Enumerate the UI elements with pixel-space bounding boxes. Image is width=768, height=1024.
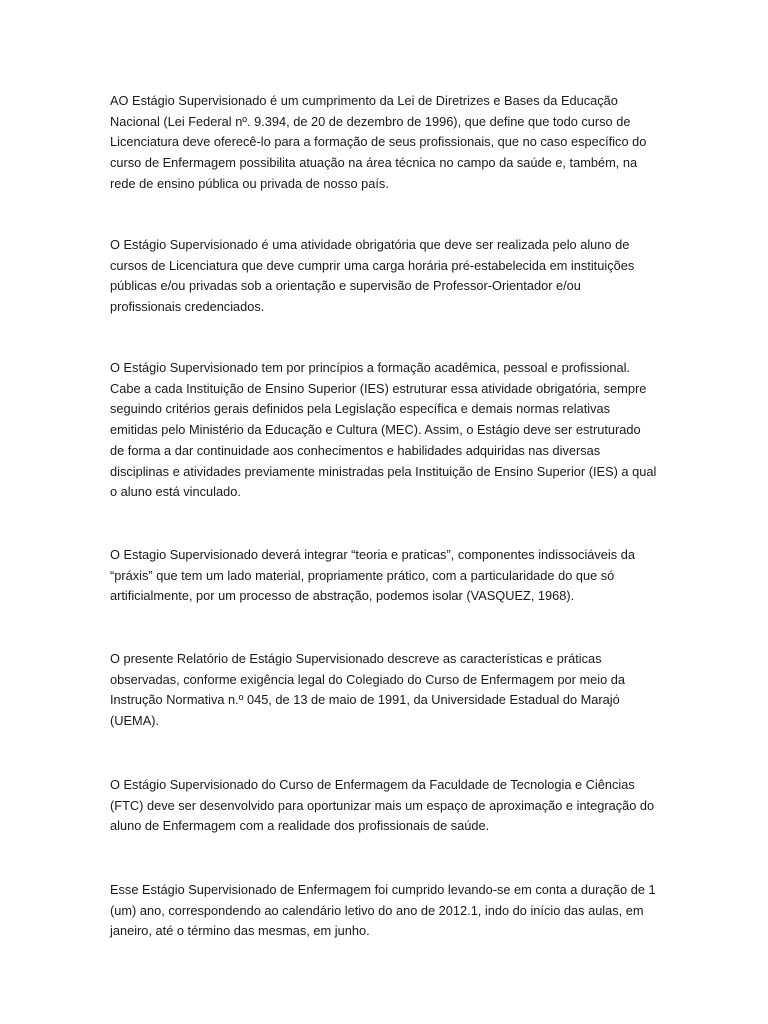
- paragraph-2: O Estágio Supervisionado é uma atividade obrigatória que deve ser realizada pelo aluno de cursos de Licenciatura que deve cumprir uma carga horária pré-estabelecida em instituições públicas e/ou privadas sob a orientação e supervisão de Professor-Orientador e/ou profissionais credenciados.: [110, 237, 635, 315]
- paragraph-7: Esse Estágio Supervisionado de Enfermagem foi cumprido levando-se em conta a duração de 1 (um) ano, correspondendo ao calendário letivo do ano de 2012.1, indo do início das aulas, em janeiro, até o término das mesmas, em junho.: [110, 882, 656, 939]
- paragraph-5: O presente Relatório de Estágio Supervisionado descreve as características e práticas observadas, conforme exigência legal do Colegiado do Curso de Enfermagem por meio da Instrução Normativa n.º 045, de 13 de maio de 1991, da Universidade Estadual do Marajó (UEMA).: [110, 651, 626, 729]
- paragraph-4: O Estagio Supervisionado deverá integrar “teoria e praticas”, componentes indissociáveis da “práxis” que tem um lado material, propriamente prático, com a particularidade do que só artificialmente, por um processo de abstração, podemos isolar (VASQUEZ, 1968).: [110, 547, 635, 604]
- paragraph-1: AO Estágio Supervisionado é um cumprimento da Lei de Diretrizes e Bases da Educação Nacional (Lei Federal nº. 9.394, de 20 de dezembro de 1996), que define que todo curso de Licenciatura deve oferecê-lo para a formação de seus profissionais, que no caso específico do curso de Enfermagem possibilita atuação na área técnica no campo da saúde e, também, na rede de ensino pública ou privada de nosso país.: [110, 93, 647, 191]
- paragraph-3: O Estágio Supervisionado tem por princípios a formação acadêmica, pessoal e profissional. Cabe a cada Instituição de Ensino Superior (IES) estruturar essa atividade obrigatória, sempre seguindo critérios gerais definidos pela Legislação específica e demais normas relativas emitidas pelo Ministério da Educação e Cultura (MEC). Assim, o Estágio deve ser estruturado de forma a dar continuidade aos conhecimentos e habilidades adquiridas nas diversas disciplinas e atividades previamente ministradas pela Instituição de Ensino Superior (IES) a qual o aluno está vinculado.: [110, 360, 657, 500]
- paragraph-6: O Estágio Supervisionado do Curso de Enfermagem da Faculdade de Tecnologia e Ciências (FTC) deve ser desenvolvido para oportunizar mais um espaço de aproximação e integração do aluno de Enfermagem com a realidade dos profissionais de saúde.: [110, 777, 655, 834]
